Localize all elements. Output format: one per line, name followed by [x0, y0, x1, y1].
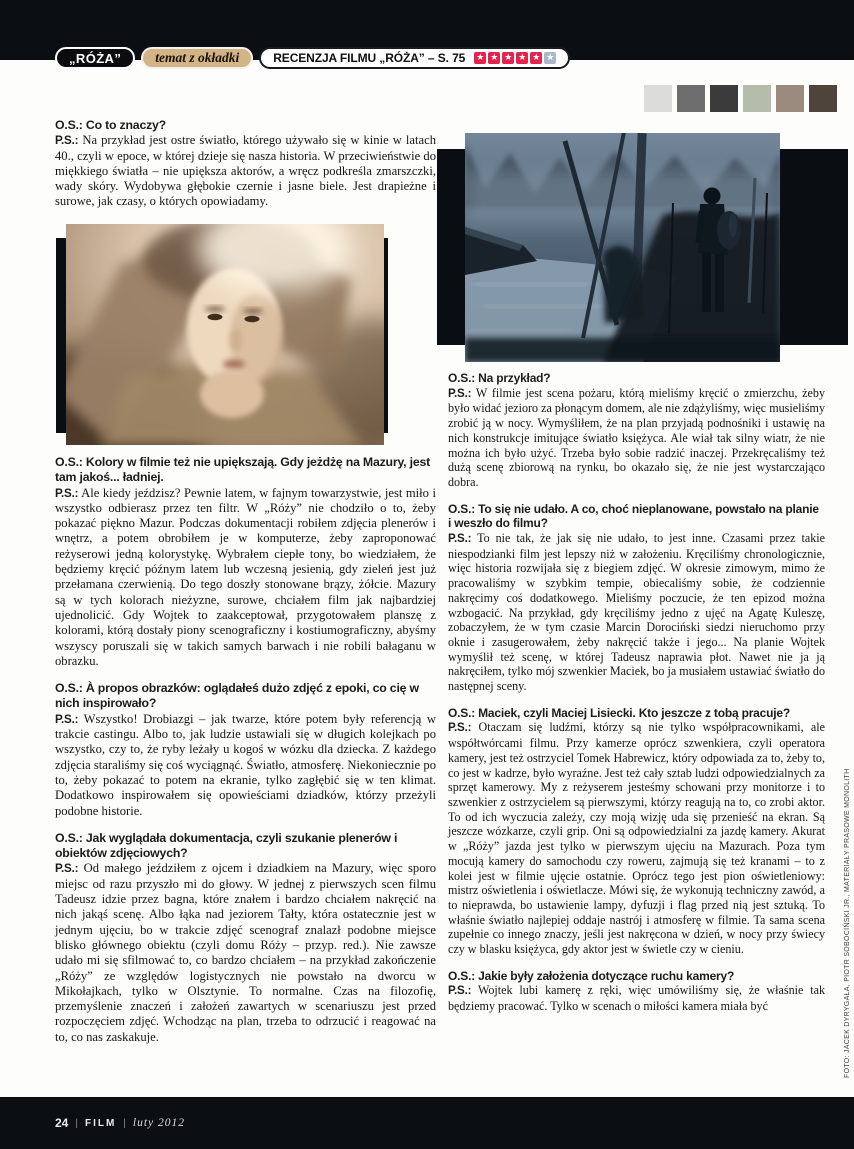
star-empty-icon: ★: [544, 52, 556, 64]
qa-block: [448, 706, 825, 957]
palette-swatch: [743, 85, 771, 112]
topic-badge: temat z okładki: [141, 47, 253, 69]
answer-text: Wojtek lubi kamerę z ręki, więc umówiliśmy się, że właśnie tak będziemy pracować. Tylko w scenach o miłości kamera miała być: [448, 983, 826, 1014]
portrait-photo: [66, 224, 384, 445]
answer-text: Wszystko! Drobiazgi – jak twarze, które potem były referencją w trakcie castingu. Albo to, jak ludzie ustawiali się w długich kolejkach po wszystko, czy to, że ryby leżały u kogoś w wózku dla dziecka. Z każdego zdjęcia staraliśmy się coś wyciągnąć. Światło, atmosferę. Niekoniecznie po to, żeby pokazać to potem na ekranie, tylko zagłębić się w ten klimat. Dodatkowo inspirowałem się opowieściami dziadków, którzy przeżyli podobne historie.: [55, 711, 436, 818]
interview-question: O.S.: Jakie były założenia dotyczące ruchu kamery?: [448, 968, 735, 983]
star-filled-icon: ★: [516, 52, 528, 64]
answer-speaker-prefix: P.S.:: [55, 134, 79, 148]
answer-text: Na przykład jest ostre światło, którego używało się w kinie w latach 40., czyli w epoce, w której dzieje się nasza historia. W przeciwieństwie do miękkiego światła – nie upiększa aktorów, a wręcz podkreśla zmarszczki, wady skóry. Wydobywa głębokie czernie i jasne biele. Jest drapieżne i surowe, jak czasy, o których opowiadamy.: [55, 133, 436, 209]
interview-question: O.S.: Maciek, czyli Maciej Lisiecki. Kto jeszcze z tobą pracuje?: [448, 705, 790, 720]
interview-question: O.S.: Na przykład?: [448, 371, 551, 385]
qa-block: [448, 969, 825, 1014]
qa-block: [448, 502, 825, 694]
palette-swatch: [776, 85, 804, 112]
title-badge: „RÓŻA”: [55, 47, 135, 69]
interview-answer: [448, 531, 825, 694]
footer-page-number: 24: [55, 1116, 69, 1130]
answer-speaker-prefix: P.S.:: [55, 486, 79, 500]
color-palette-row: [644, 85, 837, 112]
star-filled-icon: ★: [530, 52, 542, 64]
right-column: [448, 371, 825, 1014]
interview-answer: [448, 983, 825, 1013]
review-badge: [259, 47, 570, 69]
interview-answer: [55, 133, 436, 209]
review-badge-label: RECENZJA FILMU „RÓŻA” – S. 75: [273, 51, 466, 65]
star-filled-icon: ★: [474, 52, 486, 64]
answer-text: To nie tak, że jak się nie udało, to jest inne. Czasami przez takie niespodzianki film jest lepszy niż w założeniu. Kręciliśmy chronologicznie, więc historia rozwijała się z biegiem zdjęć. W okresie zimowym, mimo że pracowaliśmy w szybkim tempie, obiecaliśmy sobie, że codziennie nakręcimy coś dodatkowego. Mieliśmy poczucie, że ten epizod można wzbogacić. Na przykład, gdy kręciliśmy jedno z ujęć na Agatę Kuleszę, zobaczyłem, że w tym czasie Marcin Dorociński siedzi nieruchomo przy oknie i zasugerowałem, żeby nakręcić także i jego... Na planie Wojtek wymyślił też scenę, w której Tadeusz naprawia płot. Nawet nie ja ją nakręciłem, tylko mój szwenkier Maciek, bo ja musiałem ustawiać światło do następnej sceny.: [448, 531, 826, 694]
footer-separator: |: [123, 1117, 126, 1129]
answer-speaker-prefix: P.S.:: [448, 532, 472, 546]
interview-question: O.S.: Kolory w filmie też nie upiększają. Gdy jeżdżę na Mazury, jest tam jakoś... ładniej.: [55, 455, 430, 485]
answer-text: Ale kiedy jeździsz? Pewnie latem, w fajnym towarzystwie, jest miło i wszystko odbierasz przez ten filtr. W „Róży” nie chodziło o to, żeby pokazać piękno Mazur. Podczas dokumentacji robiłem zdjęcia plenerów i wnętrz, a potem obrobiłem je w komputerze, żeby zaproponować reżyserowi jedną kolorystykę. Wybrałem ciepłe tony, bo wiedziałem, że będziemy kręcić późnym latem lub wczesną jesienią, gdy zieleń jest już przełamana czerwienią. Do tego doszły stonowane brązy, żółcie. Mazury są w tych kolorach nieżyzne, surowe, chciałem film jak najbardziej ujednolicić. Gdy Wojtek to zaakceptował, przygotowałem planszę z kolorami, którą dostały piony scenograficzny i kostiumograficzny, abyśmy wszyscy poruszali się w takich samych barwach i nie robili bałaganu w obrazku.: [55, 485, 436, 668]
qa-block: [55, 455, 436, 669]
palette-swatch: [644, 85, 672, 112]
qa-block: [55, 118, 436, 210]
left-column-bottom: [55, 455, 436, 1045]
answer-speaker-prefix: P.S.:: [55, 862, 79, 876]
palette-swatch: [677, 85, 705, 112]
interview-question: O.S.: Jak wyglądała dokumentacja, czyli szukanie plenerów i obiektów zdjęciowych?: [55, 830, 398, 861]
answer-text: Otaczam się ludźmi, którzy są nie tylko współpracownikami, ale współtwórcami filmu. Przy kamerze oprócz szwenkiera, czyli operatora kamery, jest też ostrzyciel Tomek Habrewicz, który odpowiada za to, żeby to, co jest w kadrze, było wyraźne. Jest też cały sztab ludzi odpowiedzialnych za sprzęt kamerowy. My z reżyserem jesteśmy schowani przy monitorze i to szwenkier z ostrzycielem są pierwszymi, którzy reagują na to, co zrobi aktor. To od ich wyczucia zależy, czy moją wizję uda się przenieść na ekran. Są jeszcze wózkarze, czyli grip. Oni są odpowiedzialni za jazdę kamery. Akurat w „Róży” jazda jest tylko w pierwszym ujęciu na Mazurach. Poza tym mocują kamery do samochodu czy roweru, zajmują się też kranami – to z kolei jest w filmie ujęcie ostatnie. Oprócz tego jest pion oświetleniowy: mistrz oświetlenia i oświetlacze. Mówi się, że wykonują techniczny zawód, a to nieprawda, bo ustawienie lampy, dyfuzji i flag przed nią jest sztuką. To właśnie światło najlepiej oddaje nastrój i atmosferę w filmie. Ta sama scena zupełnie co innego znaczy, jeśli jest nakręcona w dzień, w nocy przy świecy czy w blasku księżyca, gdy aktor jest w świetle czy w cieniu.: [448, 720, 825, 957]
answer-speaker-prefix: P.S.:: [448, 984, 472, 998]
interview-answer: [55, 486, 436, 670]
star-filled-icon: ★: [488, 52, 500, 64]
interview-answer: [448, 386, 825, 490]
answer-speaker-prefix: P.S.:: [448, 721, 472, 735]
palette-swatch: [710, 85, 738, 112]
star-rating: [474, 52, 556, 64]
interview-answer: [55, 861, 436, 1045]
film-still-photo: [465, 133, 780, 362]
footer-separator: |: [75, 1117, 78, 1129]
footer-bar: [0, 1097, 854, 1149]
qa-block: [55, 831, 436, 1045]
answer-text: Od małego jeździłem z ojcem i dziadkiem na Mazury, więc sporo miejsc od razu przyszło mi do głowy. W jednej z pierwszych scen filmu Tadeusz idzie przez bagna, które znałem i bardzo chciałem nakręcić na nich jakąś scenę. Albo łąka nad jeziorem Tałty, która ostatecznie jest w jednym ujęciu, bo w trakcie zdjęć scenograf znalazł podobne miejsce blisko głównego obiektu (czyli domu Róży – przyp. red.). Nie zawsze udało mi się sfilmować to, co bardzo chciałem – na przykład zakończenie „Róży” ze względów logistycznych nie powstało na dworcu w Mikołajkach, tylko w Olsztynie. To normalne. Czas na filozofię, przemyślenie znaczeń i założeń zawartych w scenariuszu jest przed rozpoczęciem zdjęć. Wchodząc na plan, trzeba to odrzucić i reagować na to, co nas zaskakuje.: [55, 861, 436, 1044]
left-column-top: [55, 118, 436, 210]
qa-block: [448, 371, 825, 490]
interview-answer: [448, 720, 825, 956]
answer-text: W filmie jest scena pożaru, którą mieliśmy kręcić o zmierzchu, żeby było widać jezioro za płonącym domem, ale nie zdążyliśmy, więc musieliśmy zrobić ją w nocy. Wymyśliłem, że na plan przyjadą podnośniki i ustawię na nich konstrukcje imitujące światło księżyca. Ale wiał tak silny wiatr, że nie można ich było użyć. Trzeba było sobie radzić inaczej. Przekręcaliśmy też dużą scenę zbiorową na rynku, bo okazało się, że nie jest wystarczająco dobra.: [448, 385, 825, 489]
interview-question: O.S.: Co to znaczy?: [55, 118, 166, 132]
star-filled-icon: ★: [502, 52, 514, 64]
qa-block: [55, 681, 436, 819]
answer-speaker-prefix: P.S.:: [55, 712, 79, 726]
palette-swatch: [809, 85, 837, 112]
interview-question: O.S.: À propos obrazków: oglądałeś dużo zdjęć z epoki, co cię w nich inspirowało?: [55, 681, 419, 711]
footer-magazine-title: FILM: [84, 1117, 117, 1129]
footer-issue-date: luty 2012: [132, 1117, 186, 1129]
answer-speaker-prefix: P.S.:: [448, 386, 472, 400]
photo-credit-vertical: FOTO: JACEK DYRYGAŁA, PIOTR SOBOCIŃSKI JR., MATERIAŁY PRASOWE MONOLITH: [844, 768, 851, 1078]
header-badges: [55, 47, 570, 69]
interview-question: O.S.: To się nie udało. A co, choć nieplanowane, powstało na planie i weszło do filmu?: [448, 501, 819, 531]
interview-answer: [55, 712, 436, 819]
